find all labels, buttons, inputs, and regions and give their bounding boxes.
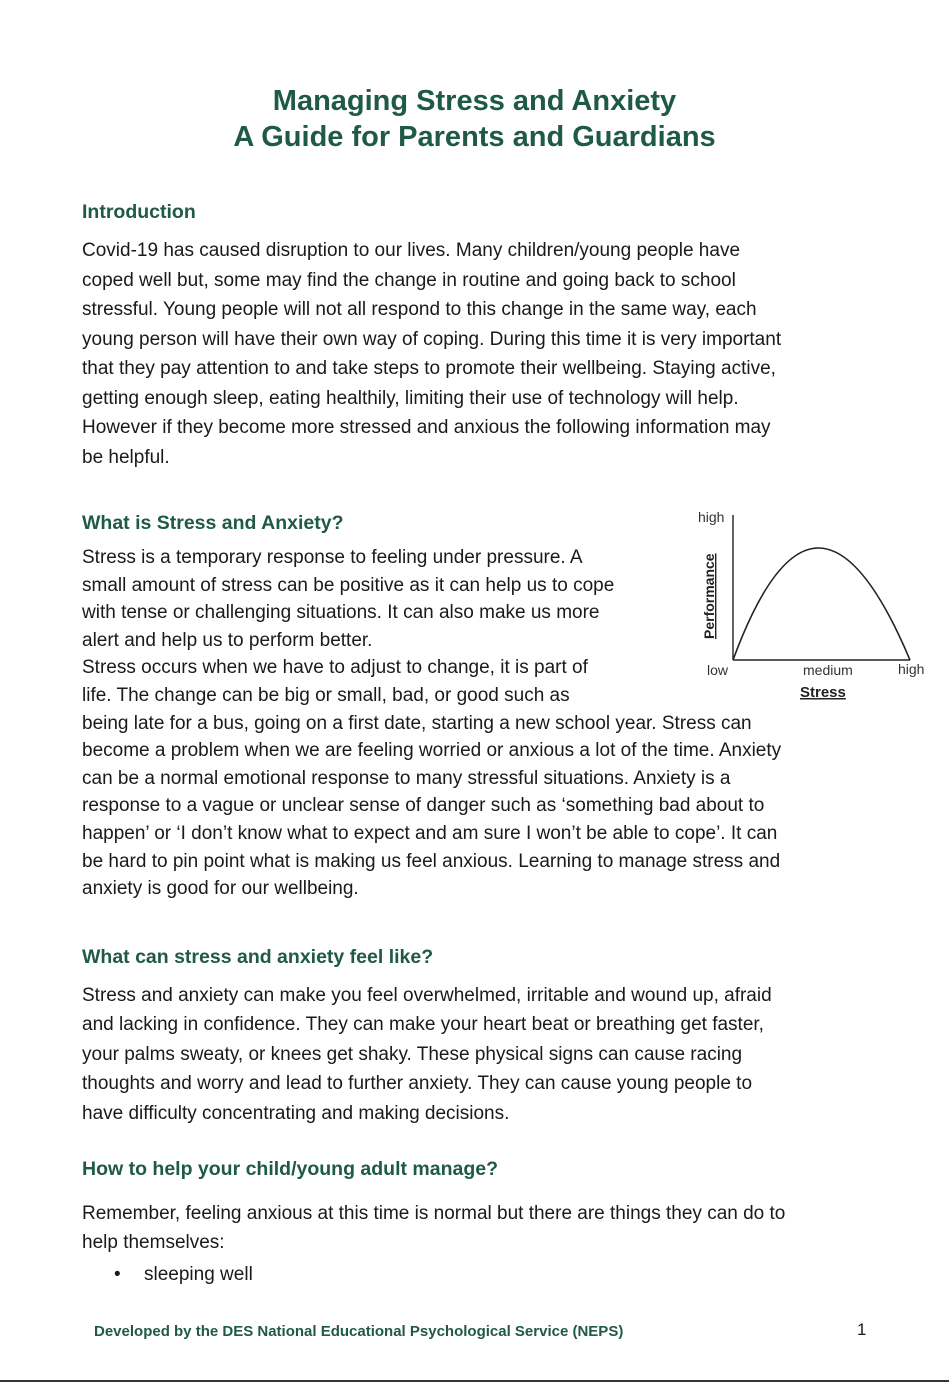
text-line: Remember, feeling anxious at this time is normal but there are things they can do to — [82, 1203, 786, 1224]
how-to-help-heading: How to help your child/young adult manage? — [82, 1158, 499, 1180]
text-line: become a problem when we are feeling worried or anxious a lot of the time. Anxiety — [82, 740, 782, 762]
bullet-text: sleeping well — [144, 1264, 253, 1285]
text-line: small amount of stress can be positive as it can help us to cope — [82, 574, 615, 596]
stress-performance-chart — [690, 500, 940, 710]
x-axis-label: Stress — [800, 684, 846, 701]
text-line: stressful. Young people will not all respond to this change in the same way, each — [82, 299, 757, 320]
feel-like-paragraph — [82, 981, 772, 1128]
text-line: happen’ or ‘I don’t know what to expect and am sure I won’t be able to cope’. It can — [82, 822, 778, 844]
text-line: be hard to pin point what is making us feel anxious. Learning to manage stress and — [82, 850, 781, 872]
text-line: Stress occurs when we have to adjust to change, it is part of — [82, 657, 588, 679]
bullet-icon: • — [114, 1264, 121, 1285]
text-line: being late for a bus, going on a first date, starting a new school year. Stress can — [82, 712, 752, 734]
footer-credit: Developed by the DES National Educational Psychological Service (NEPS) — [94, 1323, 624, 1340]
text-line: with tense or challenging situations. It can also make us more — [82, 602, 600, 624]
x-tick-medium: medium — [803, 662, 853, 678]
document-title-line1: Managing Stress and Anxiety — [272, 85, 677, 117]
text-line: can be a normal emotional response to many stressful situations. Anxiety is a — [82, 767, 731, 789]
text-line: help themselves: — [82, 1232, 225, 1253]
text-line: Covid-19 has caused disruption to our lives. Many children/young people have — [82, 240, 741, 261]
what-is-paragraph — [82, 544, 781, 903]
text-line: young person will have their own way of coping. During this time it is very important — [82, 328, 782, 350]
text-line: have difficulty concentrating and making decisions. — [82, 1102, 510, 1124]
text-line: life. The change can be big or small, bad, or good such as — [82, 684, 570, 706]
text-line: your palms sweaty, or knees get shaky. These physical signs can cause racing — [82, 1043, 743, 1065]
text-line: be helpful. — [82, 446, 170, 468]
list-item — [114, 1262, 253, 1288]
text-line: getting enough sleep, eating healthily, limiting their use of technology will help. — [82, 387, 739, 409]
text-line: anxiety is good for our wellbeing. — [82, 878, 359, 900]
text-line: alert and help us to perform better. — [82, 629, 373, 651]
text-line: Stress and anxiety can make you feel overwhelmed, irritable and wound up, afraid — [82, 985, 772, 1006]
text-line: Stress is a temporary response to feeling under pressure. A — [82, 547, 583, 568]
text-line: and lacking in confidence. They can make your heart beat or breathing get faster, — [82, 1014, 764, 1036]
what-is-heading: What is Stress and Anxiety? — [82, 512, 344, 534]
document-title-line2: A Guide for Parents and Guardians — [233, 121, 716, 153]
page-number: 1 — [857, 1320, 867, 1339]
x-tick-low: low — [707, 662, 729, 678]
introduction-paragraph — [82, 236, 781, 472]
chart-axes — [733, 515, 910, 660]
feel-like-heading: What can stress and anxiety feel like? — [82, 946, 434, 968]
text-line: that they pay attention to and take steps to promote their wellbeing. Staying active, — [82, 358, 776, 379]
x-tick-high: high — [898, 661, 925, 677]
y-tick-high: high — [698, 509, 725, 525]
text-line: thoughts and worry and lead to further anxiety. They can cause young people to — [82, 1073, 753, 1095]
introduction-heading: Introduction — [82, 201, 196, 223]
y-axis-label: Performance — [701, 553, 717, 639]
text-line: response to a vague or unclear sense of danger such as ‘something bad about to — [82, 795, 765, 817]
performance-curve — [733, 548, 910, 660]
text-line: coped well but, some may find the change in routine and going back to school — [82, 269, 736, 291]
text-line: However if they become more stressed and anxious the following information may — [82, 417, 771, 438]
how-to-help-paragraph — [82, 1199, 785, 1257]
